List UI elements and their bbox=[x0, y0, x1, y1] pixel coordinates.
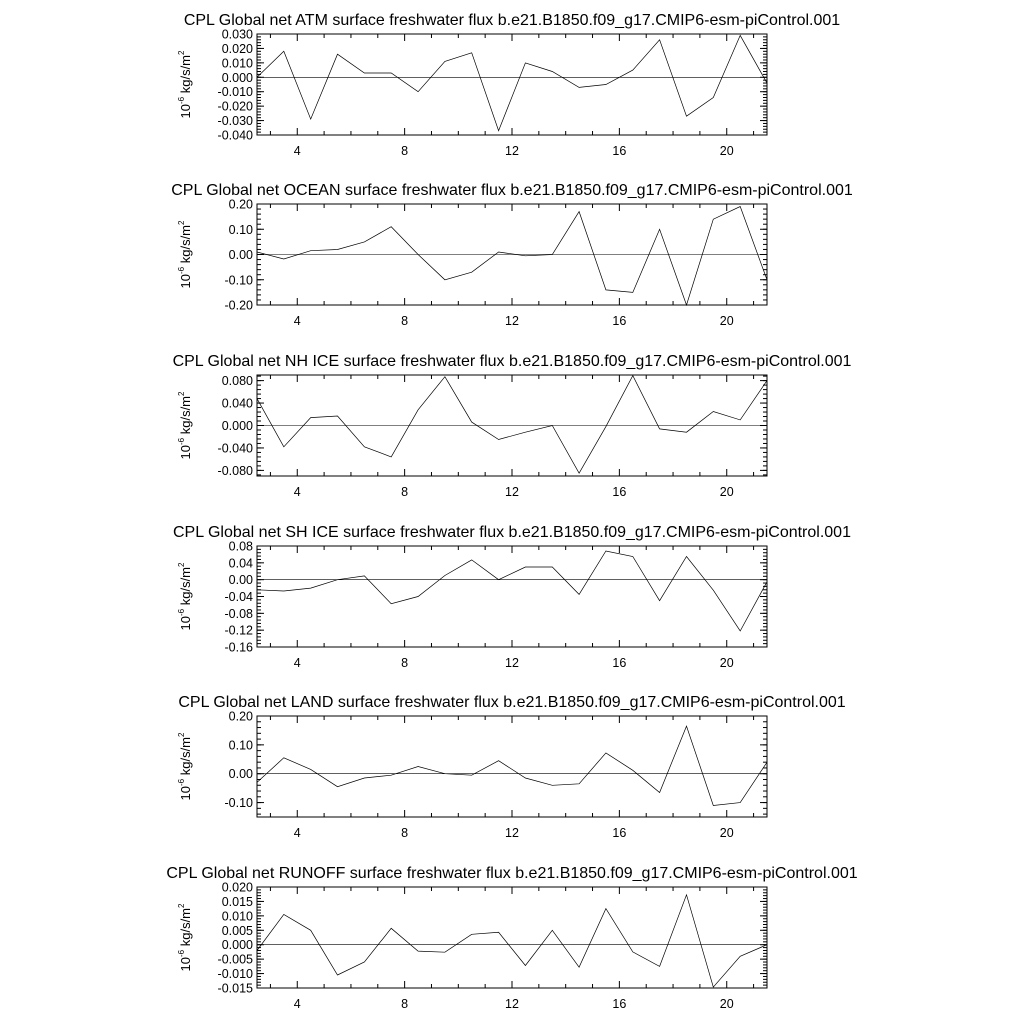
y-tick-label: -0.10 bbox=[224, 273, 253, 288]
ylabel-base: 10 bbox=[178, 616, 193, 631]
y-tick-label: 0.000 bbox=[221, 419, 253, 433]
y-tick-label: -0.08 bbox=[224, 606, 253, 621]
y-tick-label: 0.020 bbox=[221, 880, 253, 895]
x-tick-label: 16 bbox=[612, 656, 627, 670]
x-tick-label: 4 bbox=[293, 997, 301, 1011]
y-tick-label: -0.080 bbox=[217, 463, 253, 478]
chart-title: CPL Global net LAND surface freshwater flux b.e21.B1850.f09_g17.CMIP6-esm-piControl.001 bbox=[178, 694, 846, 711]
y-tick-label: 0.010 bbox=[221, 56, 253, 71]
x-tick-label: 12 bbox=[505, 485, 519, 499]
y-tick-label: -0.20 bbox=[224, 298, 253, 313]
y-tick-label: 0.020 bbox=[221, 41, 253, 56]
plot-frame bbox=[257, 34, 767, 135]
y-tick-label: 0.10 bbox=[228, 738, 253, 753]
x-tick-label: 12 bbox=[505, 144, 519, 158]
y-tick-label: 0.04 bbox=[228, 556, 253, 571]
ylabel-exponent: -6 bbox=[177, 96, 186, 105]
y-tick-label: -0.020 bbox=[217, 99, 253, 114]
x-tick-label: 8 bbox=[401, 826, 409, 840]
y-tick-label: -0.16 bbox=[224, 640, 253, 655]
ylabel-unit-exponent: 2 bbox=[177, 391, 186, 396]
x-tick-label: 20 bbox=[719, 656, 734, 670]
y-axis-label bbox=[177, 562, 193, 631]
y-tick-label: 0.00 bbox=[228, 767, 253, 782]
chart-title: CPL Global net NH ICE surface freshwater flux b.e21.B1850.f09_g17.CMIP6-esm-piControl.001 bbox=[172, 353, 852, 370]
x-tick-label: 20 bbox=[719, 485, 734, 499]
y-axis-label bbox=[177, 391, 193, 460]
ylabel-exponent: -6 bbox=[177, 437, 186, 446]
x-tick-label: 8 bbox=[401, 485, 409, 499]
x-tick-label: 16 bbox=[612, 144, 627, 158]
y-tick-label: 0.030 bbox=[221, 27, 253, 42]
series-line bbox=[257, 726, 767, 805]
ylabel-unit-exponent: 2 bbox=[177, 220, 186, 225]
y-tick-label: -0.030 bbox=[217, 114, 253, 129]
y-tick-label: -0.10 bbox=[224, 796, 253, 811]
x-tick-label: 12 bbox=[505, 826, 519, 840]
y-tick-label: 0.015 bbox=[221, 894, 253, 909]
ylabel-exponent: -6 bbox=[177, 949, 186, 958]
ylabel-unit: kg/s/m bbox=[178, 736, 193, 779]
ylabel-unit-exponent: 2 bbox=[177, 903, 186, 908]
ylabel-base: 10 bbox=[178, 445, 193, 460]
x-tick-label: 4 bbox=[293, 485, 301, 499]
y-tick-label: 0.08 bbox=[228, 539, 253, 554]
series-line bbox=[257, 35, 767, 130]
x-tick-label: 12 bbox=[505, 656, 519, 670]
ylabel-unit-exponent: 2 bbox=[177, 562, 186, 567]
y-tick-label: 0.010 bbox=[221, 909, 253, 924]
chart-title: CPL Global net RUNOFF surface freshwater flux b.e21.B1850.f09_g17.CMIP6-esm-piControl.001 bbox=[166, 865, 858, 882]
ylabel-base: 10 bbox=[178, 104, 193, 119]
x-tick-label: 16 bbox=[612, 485, 627, 499]
ylabel-unit: kg/s/m bbox=[178, 395, 193, 438]
y-tick-label: -0.015 bbox=[217, 981, 253, 996]
chart-title: CPL Global net ATM surface freshwater flux b.e21.B1850.f09_g17.CMIP6-esm-piControl.001 bbox=[183, 12, 841, 29]
y-tick-label: 0.005 bbox=[221, 923, 253, 938]
x-tick-label: 4 bbox=[293, 826, 301, 840]
chart-panel-3 bbox=[173, 353, 852, 499]
y-tick-label: 0.040 bbox=[221, 396, 253, 411]
x-tick-label: 8 bbox=[401, 314, 409, 328]
y-tick-label: 0.080 bbox=[221, 374, 253, 389]
plot-frame bbox=[257, 887, 767, 988]
ylabel-exponent: -6 bbox=[177, 266, 186, 275]
y-axis-label bbox=[177, 220, 193, 289]
chart-title: CPL Global net SH ICE surface freshwater flux b.e21.B1850.f09_g17.CMIP6-esm-piControl.001 bbox=[173, 524, 851, 541]
y-tick-label: 0.20 bbox=[228, 197, 253, 212]
y-tick-label: -0.010 bbox=[217, 967, 253, 982]
ylabel-unit: kg/s/m bbox=[178, 54, 193, 97]
x-tick-label: 20 bbox=[719, 826, 734, 840]
ylabel-base: 10 bbox=[178, 957, 193, 972]
x-tick-label: 8 bbox=[401, 144, 409, 158]
y-tick-label: -0.040 bbox=[217, 128, 253, 143]
ylabel-exponent: -6 bbox=[177, 608, 186, 617]
y-tick-label: 0.10 bbox=[228, 222, 253, 237]
y-tick-label: -0.04 bbox=[224, 590, 253, 604]
y-tick-label: 0.000 bbox=[221, 938, 253, 953]
y-tick-label: 0.00 bbox=[228, 573, 253, 588]
ylabel-unit: kg/s/m bbox=[178, 566, 193, 609]
ylabel-unit-exponent: 2 bbox=[177, 50, 186, 55]
y-axis-label bbox=[177, 903, 193, 972]
y-tick-label: -0.040 bbox=[217, 441, 253, 456]
x-tick-label: 12 bbox=[505, 314, 519, 328]
series-line bbox=[257, 551, 767, 631]
x-tick-label: 16 bbox=[612, 314, 627, 328]
series-line bbox=[257, 895, 767, 987]
chart-panel-6 bbox=[166, 865, 857, 1011]
x-tick-label: 4 bbox=[293, 144, 301, 158]
chart-panel-2 bbox=[171, 182, 853, 328]
plot-frame bbox=[257, 716, 767, 817]
chart-panel-5 bbox=[177, 694, 846, 840]
y-axis-label bbox=[177, 50, 193, 119]
series-line bbox=[257, 207, 767, 306]
x-tick-label: 4 bbox=[293, 314, 301, 328]
y-tick-label: -0.010 bbox=[217, 85, 253, 100]
y-tick-label: -0.12 bbox=[224, 623, 253, 638]
ylabel-unit: kg/s/m bbox=[178, 907, 193, 950]
ylabel-exponent: -6 bbox=[177, 778, 186, 787]
chart-panel-4 bbox=[173, 524, 851, 670]
x-tick-label: 20 bbox=[719, 144, 734, 158]
x-tick-label: 20 bbox=[719, 314, 734, 328]
y-tick-label: -0.005 bbox=[217, 952, 253, 967]
x-tick-label: 20 bbox=[719, 997, 734, 1011]
ylabel-base: 10 bbox=[178, 786, 193, 801]
series-line bbox=[257, 376, 767, 474]
ylabel-unit: kg/s/m bbox=[178, 224, 193, 267]
y-tick-label: 0.20 bbox=[228, 709, 253, 724]
ylabel-base: 10 bbox=[178, 274, 193, 289]
y-tick-label: 0.000 bbox=[221, 70, 253, 85]
y-axis-label bbox=[177, 732, 193, 801]
x-tick-label: 8 bbox=[401, 656, 409, 670]
x-tick-label: 12 bbox=[505, 997, 519, 1011]
x-tick-label: 4 bbox=[293, 656, 301, 670]
ylabel-unit-exponent: 2 bbox=[177, 732, 186, 737]
y-tick-label: 0.00 bbox=[228, 248, 253, 262]
x-tick-label: 8 bbox=[401, 997, 409, 1011]
x-tick-label: 16 bbox=[612, 826, 627, 840]
x-tick-label: 16 bbox=[612, 997, 627, 1011]
chart-panel-1 bbox=[177, 12, 840, 158]
chart-title: CPL Global net OCEAN surface freshwater flux b.e21.B1850.f09_g17.CMIP6-esm-piControl.001 bbox=[171, 182, 853, 199]
